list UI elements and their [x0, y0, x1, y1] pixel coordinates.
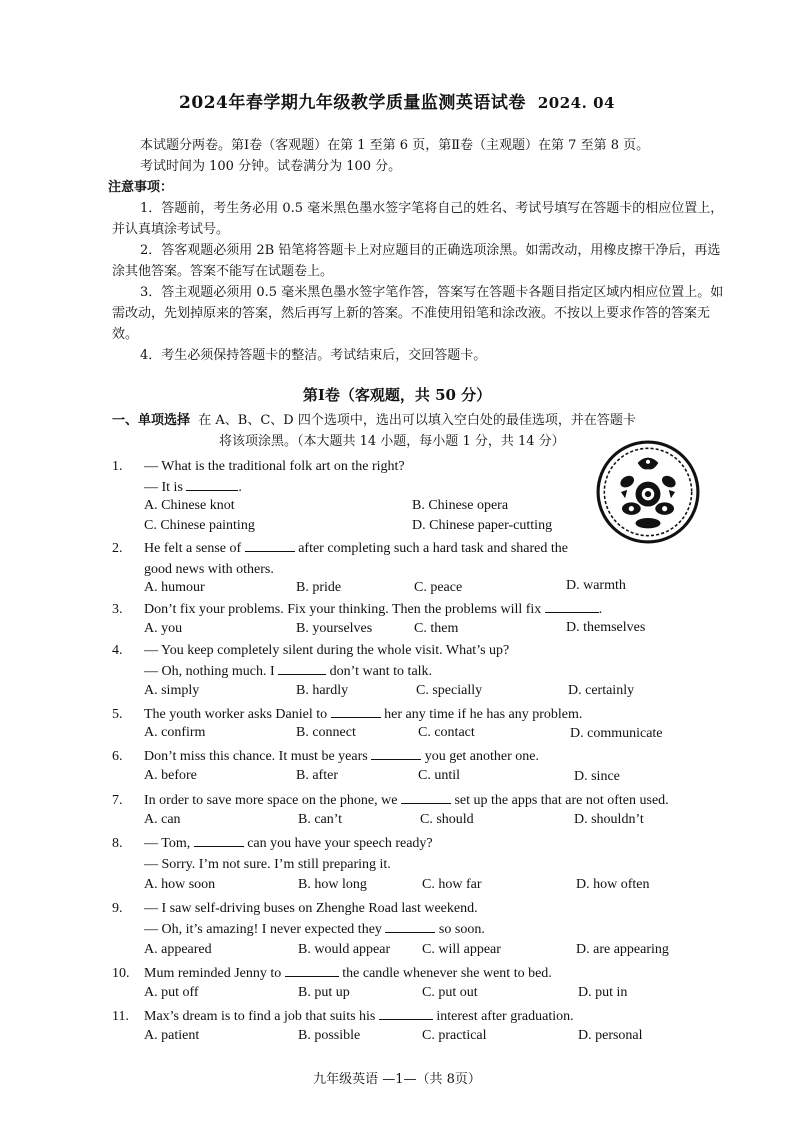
question-text: — Oh, it’s amazing! I never expected they: [144, 922, 382, 937]
question-text: — It is: [144, 480, 183, 495]
question-text: — Sorry. I’m not sure. I’m still preparing it.: [144, 857, 391, 872]
option-d[interactable]: D. communicate: [570, 726, 663, 741]
option-d[interactable]: D. themselves: [566, 620, 646, 635]
option-b[interactable]: B. after: [296, 768, 338, 783]
question-text: after completing such a hard task and shared the: [298, 541, 568, 556]
option-c[interactable]: C. practical: [422, 1028, 487, 1043]
title-text: 2024年春学期九年级教学质量监测英语试卷: [179, 93, 526, 113]
question-text: — Tom,: [144, 836, 191, 851]
notes-heading: 注意事项：: [108, 180, 174, 195]
question-text: .: [598, 602, 603, 617]
section-label: 一、单项选择: [112, 413, 191, 428]
question-text: — You keep completely silent during the whole visit. What’s up?: [144, 643, 510, 658]
option-d[interactable]: D. how often: [576, 877, 650, 892]
option-b[interactable]: B. possible: [298, 1028, 361, 1043]
question-text: good news with others.: [144, 562, 274, 577]
option-d[interactable]: D. personal: [578, 1028, 643, 1043]
option-b[interactable]: B. pride: [296, 580, 342, 595]
question-text: the candle whenever she went to bed.: [342, 966, 552, 981]
option-c[interactable]: C. put out: [422, 985, 478, 1000]
question-text: can you have your speech ready?: [247, 836, 433, 851]
option-a[interactable]: A. appeared: [144, 942, 212, 957]
answer-blank[interactable]: [186, 477, 238, 491]
option-a[interactable]: A. confirm: [144, 725, 206, 740]
option-a[interactable]: A. can: [144, 812, 181, 827]
question-text: .: [238, 480, 242, 495]
question-text: — I saw self-driving buses on Zhenghe Road last weekend.: [144, 901, 478, 916]
intro-line-2: 考试时间为 100 分钟。试卷满分为 100 分。: [140, 159, 402, 174]
option-b[interactable]: B. put up: [298, 985, 350, 1000]
option-c[interactable]: C. specially: [416, 683, 483, 698]
option-d[interactable]: D. certainly: [568, 683, 635, 698]
option-d[interactable]: D. shouldn’t: [574, 812, 644, 827]
answer-blank[interactable]: [545, 599, 599, 613]
option-c[interactable]: C. contact: [418, 725, 475, 740]
question-number: 4.: [112, 643, 123, 658]
question-text: her any time if he has any problem.: [384, 707, 583, 722]
option-a[interactable]: A. how soon: [144, 877, 216, 892]
question-number: 9.: [112, 901, 123, 916]
option-a[interactable]: A. humour: [144, 580, 205, 595]
question-number: 7.: [112, 793, 123, 808]
answer-blank[interactable]: [285, 963, 339, 977]
question-text: — Oh, nothing much. I: [144, 664, 275, 679]
intro-line-1: 本试题分两卷。第Ⅰ卷（客观题）在第 1 至第 6 页，第Ⅱ卷（主观题）在第 7 至第 8 页。: [140, 138, 650, 153]
option-d[interactable]: D. put in: [578, 985, 628, 1000]
option-d[interactable]: D. since: [574, 769, 620, 784]
question-number: 5.: [112, 707, 123, 722]
option-c[interactable]: C. will appear: [422, 942, 501, 957]
option-c[interactable]: C. Chinese painting: [144, 518, 255, 533]
option-d[interactable]: D. warmth: [566, 578, 626, 593]
answer-blank[interactable]: [385, 919, 435, 933]
option-a[interactable]: A. put off: [144, 985, 199, 1000]
section-desc: 在 A、B、C、D 四个选项中，选出可以填入空白处的最佳选项，并在答题卡: [198, 413, 636, 428]
question-number: 10.: [112, 966, 130, 981]
exam-title: [0, 88, 794, 113]
question-text: — What is the traditional folk art on the right?: [144, 459, 405, 474]
question-number: 1.: [112, 459, 123, 474]
option-c[interactable]: C. until: [418, 768, 461, 783]
question-text: Max’s dream is to find a job that suits his: [144, 1009, 376, 1024]
option-b[interactable]: B. connect: [296, 725, 356, 740]
question-text: He felt a sense of: [144, 541, 242, 556]
answer-blank[interactable]: [278, 661, 326, 675]
option-a[interactable]: A. Chinese knot: [144, 498, 235, 513]
option-a[interactable]: A. patient: [144, 1028, 200, 1043]
question-number: 3.: [112, 602, 123, 617]
question-number: 6.: [112, 749, 123, 764]
question-number: 8.: [112, 836, 123, 851]
question-text: interest after graduation.: [436, 1009, 574, 1024]
exam-date: 2024. 04: [537, 94, 615, 112]
question-number: 11.: [112, 1009, 129, 1024]
option-b[interactable]: B. yourselves: [296, 621, 373, 636]
option-c[interactable]: C. them: [414, 621, 459, 636]
paper-cutting-image: [596, 440, 700, 544]
answer-blank[interactable]: [194, 833, 244, 847]
option-a[interactable]: A. simply: [144, 683, 200, 698]
section-desc-2: 将该项涂黑。（本大题共 14 小题，每小题 1 分，共 14 分）: [219, 434, 565, 449]
note-item: 1．答题前，考生务必用 0.5 毫米黑色墨水签字笔将自己的姓名、考试号填写在答题卡的相应位置上，并认真填涂考试号。: [112, 201, 724, 237]
answer-blank[interactable]: [371, 746, 421, 760]
answer-blank[interactable]: [331, 704, 381, 718]
option-b[interactable]: B. how long: [298, 877, 367, 892]
note-item: 4．考生必须保持答题卡的整洁。考试结束后，交回答题卡。: [140, 348, 487, 363]
note-item: 2．答客观题必须用 2B 铅笔将答题卡上对应题目的正确选项涂黑。如需改动，用橡皮擦干净后，再选涂其他答案。答案不能写在试题卷上。: [112, 243, 721, 279]
option-b[interactable]: B. would appear: [298, 942, 391, 957]
option-b[interactable]: B. Chinese opera: [412, 498, 509, 513]
question-text: Don’t miss this chance. It must be years: [144, 749, 368, 764]
answer-blank[interactable]: [379, 1006, 433, 1020]
question-text: Mum reminded Jenny to: [144, 966, 282, 981]
option-a[interactable]: A. you: [144, 621, 183, 636]
option-d[interactable]: D. Chinese paper-cutting: [412, 518, 553, 533]
option-b[interactable]: B. can’t: [298, 812, 343, 827]
question-text: set up the apps that are not often used.: [454, 793, 669, 808]
question-text: The youth worker asks Daniel to: [144, 707, 328, 722]
option-d[interactable]: D. are appearing: [576, 942, 669, 957]
note-item: 3．答主观题必须用 0.5 毫米黑色墨水签字笔作答，答案写在答题卡各题目指定区域内相应位置上。如需改动，先划掉原来的答案，然后再写上新的答案。不准使用铅笔和涂改液。不按以上要求作答的答案无效。: [112, 285, 724, 342]
option-b[interactable]: B. hardly: [296, 683, 349, 698]
intro-block: [108, 135, 732, 366]
answer-blank[interactable]: [401, 790, 451, 804]
option-c[interactable]: C. how far: [422, 877, 482, 892]
part-one-title: 第Ⅰ卷（客观题，共 50 分）: [302, 386, 492, 404]
option-c[interactable]: C. should: [420, 812, 474, 827]
option-a[interactable]: A. before: [144, 768, 197, 783]
question-text: you get another one.: [424, 749, 539, 764]
question-text: so soon.: [438, 922, 485, 937]
question-text: Don’t fix your problems. Fix your thinking. Then the problems will fix: [144, 602, 542, 617]
question-number: 2.: [112, 541, 123, 556]
option-c[interactable]: C. peace: [414, 580, 463, 595]
question-text: don’t want to talk.: [329, 664, 433, 679]
page-footer: 九年级英语 —1—（共 8页）: [313, 1072, 481, 1087]
question-text: In order to save more space on the phone, we: [144, 793, 398, 808]
answer-blank[interactable]: [245, 538, 295, 552]
